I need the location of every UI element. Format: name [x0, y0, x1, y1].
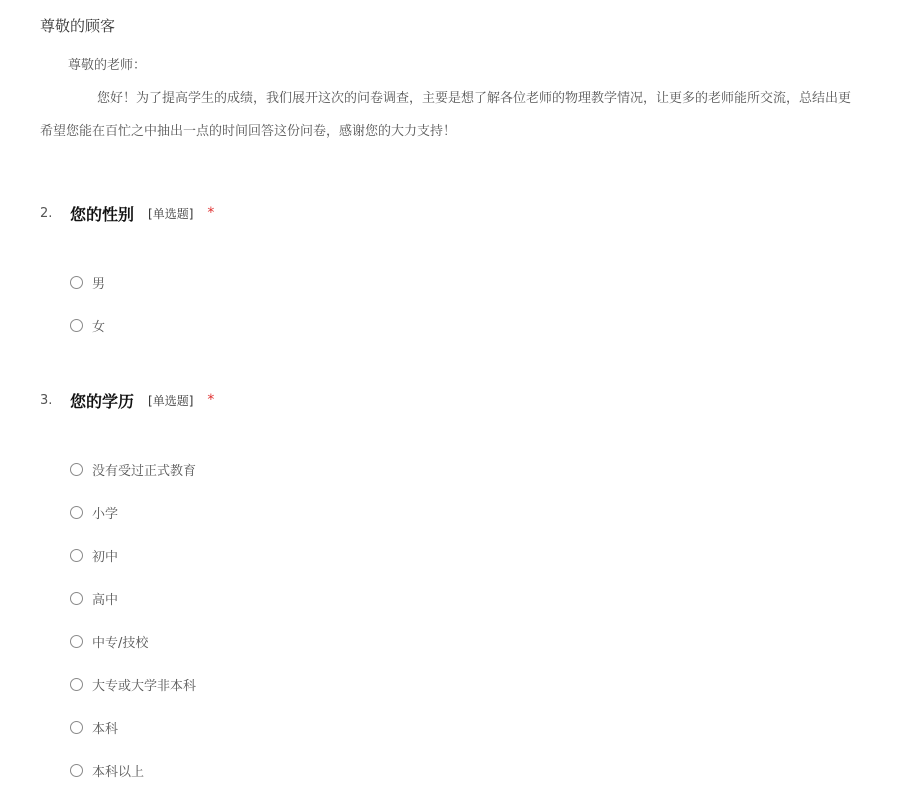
- radio-button[interactable]: [70, 764, 83, 777]
- radio-button[interactable]: [70, 592, 83, 605]
- radio-button[interactable]: [70, 549, 83, 562]
- question-type-label: [单选题]: [148, 206, 194, 221]
- option-label: 女: [92, 319, 106, 335]
- intro-salutation: 尊敬的老师：: [68, 58, 147, 73]
- option-label: 中专/技校: [92, 635, 149, 651]
- radio-button[interactable]: [70, 276, 83, 289]
- option-education-primary[interactable]: [70, 502, 118, 522]
- option-label: 初中: [92, 549, 119, 565]
- question-type-label: [单选题]: [148, 393, 194, 408]
- option-gender-female[interactable]: [70, 315, 105, 335]
- option-label: 高中: [92, 592, 119, 608]
- option-education-junior-high[interactable]: [70, 545, 118, 565]
- greeting-heading: 尊敬的顾客: [40, 17, 116, 35]
- option-education-above-bachelor[interactable]: [70, 760, 144, 780]
- option-label: 本科: [92, 721, 119, 737]
- intro-paragraph-line-2: 希望您能在百忙之中抽出一点的时间回答这份问卷，感谢您的大力支持！: [40, 124, 457, 139]
- option-label: 本科以上: [92, 764, 145, 780]
- required-marker: *: [207, 392, 215, 408]
- option-label: 大专或大学非本科: [92, 678, 197, 694]
- option-education-high-school[interactable]: [70, 588, 118, 608]
- option-education-none[interactable]: [70, 459, 196, 479]
- option-label: 小学: [92, 506, 119, 522]
- option-gender-male[interactable]: [70, 272, 105, 292]
- question-text: 您的学历: [70, 391, 135, 411]
- option-label: 没有受过正式教育: [92, 463, 197, 479]
- question-2-title: [40, 201, 214, 225]
- option-education-vocational[interactable]: [70, 631, 148, 651]
- radio-button[interactable]: [70, 506, 83, 519]
- option-education-bachelor[interactable]: [70, 717, 118, 737]
- required-marker: *: [207, 205, 215, 221]
- radio-button[interactable]: [70, 678, 83, 691]
- question-text: 您的性别: [70, 204, 135, 224]
- radio-button[interactable]: [70, 463, 83, 476]
- radio-button[interactable]: [70, 635, 83, 648]
- question-number: 2.: [40, 205, 53, 221]
- intro-paragraph-line-1: 您好！为了提高学生的成绩，我们展开这次的问卷调查，主要是想了解各位老师的物理教学情况，让更多的老师能所交流，总结出更: [97, 91, 852, 106]
- radio-button[interactable]: [70, 721, 83, 734]
- radio-button[interactable]: [70, 319, 83, 332]
- option-education-college[interactable]: [70, 674, 196, 694]
- question-number: 3.: [40, 392, 53, 408]
- question-3-title: [40, 388, 214, 412]
- option-label: 男: [92, 276, 106, 292]
